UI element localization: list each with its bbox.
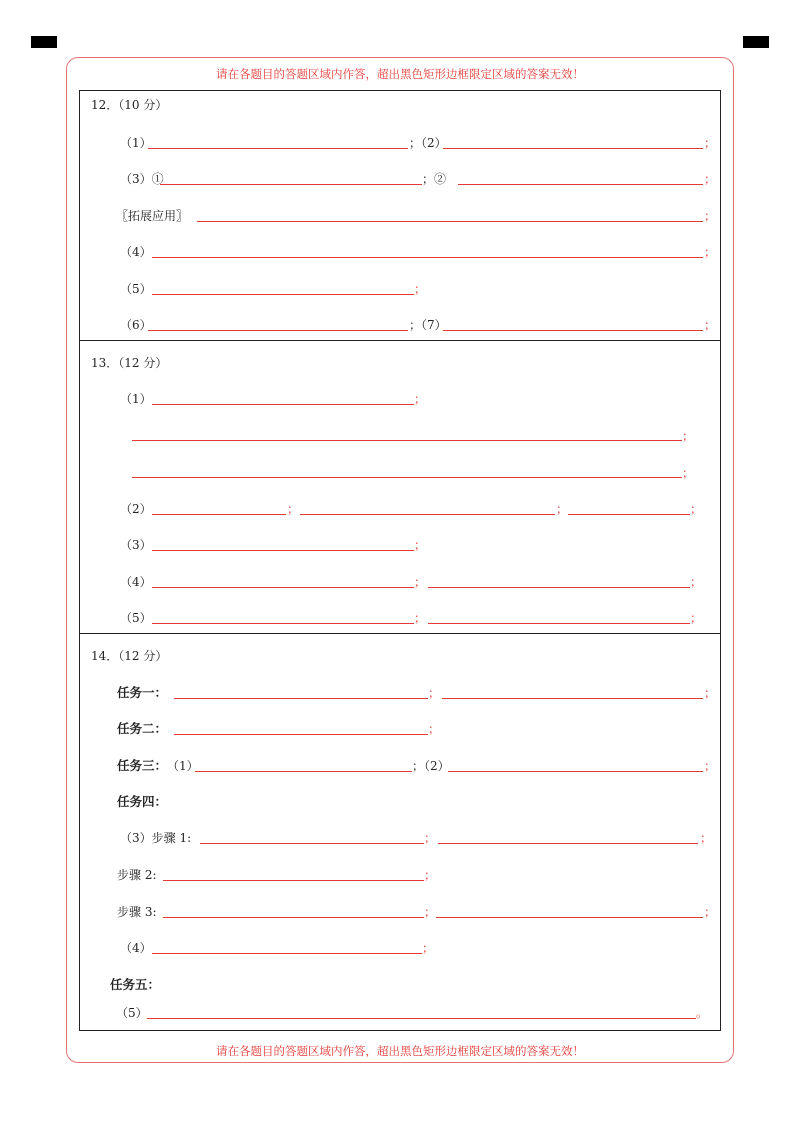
answer-line[interactable] [443,148,703,149]
semicolon: ； [428,722,441,736]
answer-line[interactable] [152,623,414,624]
notice-top: 请在各题目的答题区域内作答，超出黑色矩形边框限定区域的答案无效！ [216,67,584,81]
answer-line[interactable] [448,771,703,772]
semicolon: ； [428,686,441,700]
answer-line[interactable] [458,184,703,185]
answer-line[interactable] [152,587,414,588]
semicolon: ； [704,686,717,700]
q12-label-7: ；（7） [409,318,447,332]
semicolon: ； [704,905,717,919]
alignment-marker-right [743,36,769,48]
alignment-marker-left [31,36,57,48]
task-3-sub-2: ；（2） [412,759,450,773]
q13-header: 13．（12 分） [91,356,168,370]
q13-label-3: （3） [120,538,152,552]
answer-line[interactable] [442,698,703,699]
semicolon: ； [690,502,703,516]
answer-line[interactable] [148,330,408,331]
semicolon: ； [704,318,717,332]
semicolon: ； [414,575,427,589]
answer-line[interactable] [428,623,690,624]
q14-header: 14．（12 分） [91,649,168,663]
q12-label-3: （3）① [120,172,164,186]
answer-line[interactable] [152,294,414,295]
q12-label-4: （4） [120,245,152,259]
semicolon: ； [422,941,435,955]
semicolon: ； [700,831,713,845]
task-2-label: 任务二： [117,721,168,736]
semicolon: ； [556,502,569,516]
q13-label-2: （2） [120,502,152,516]
answer-line[interactable] [132,440,682,441]
q14-label-4: （4） [120,941,152,955]
answer-line[interactable] [200,843,424,844]
answer-line[interactable] [163,880,424,881]
answer-line[interactable] [152,514,286,515]
task-1-label: 任务一： [117,685,168,700]
step-3-label: 步骤 3: [117,905,157,919]
q12-label-ext: 〖拓展应用〗 [116,209,189,223]
semicolon: ； [690,575,703,589]
q14-label-5: （5） [116,1006,148,1020]
semicolon: ； [287,502,300,516]
step-1-label: （3）步骤 1: [120,831,192,845]
semicolon: ； [424,831,437,845]
task-3-sub-1: （1） [167,759,199,773]
question-13-box [79,340,721,634]
q13-label-5: （5） [120,611,152,625]
semicolon: ； [704,245,717,259]
semicolon: ； [414,611,427,625]
answer-line[interactable] [160,184,422,185]
semicolon: ； [414,392,427,406]
answer-line[interactable] [300,514,555,515]
q12-label-1: （1） [120,136,152,150]
answer-line[interactable] [195,771,412,772]
semicolon: ； [704,172,717,186]
q12-label-5: （5） [120,282,152,296]
answer-line[interactable] [152,953,422,954]
answer-line[interactable] [436,917,703,918]
answer-line[interactable] [428,587,690,588]
answer-line[interactable] [174,734,428,735]
task-3-label: 任务三： [117,758,168,773]
semicolon: ； [682,429,695,443]
answer-line[interactable] [152,257,703,258]
semicolon: ； [424,868,437,882]
step-2-label: 步骤 2: [117,868,157,882]
semicolon: ； [704,759,717,773]
semicolon: ； [682,466,695,480]
answer-line[interactable] [163,917,424,918]
answer-line[interactable] [443,330,703,331]
q13-label-1: （1） [120,392,152,406]
task-4-label: 任务四： [117,794,168,809]
q12-header: 12．（10 分） [91,98,168,112]
answer-line[interactable] [568,514,690,515]
q12-label-3b: ；② [422,172,447,186]
semicolon: ； [690,611,703,625]
semicolon: ； [414,282,427,296]
answer-line[interactable] [197,221,703,222]
semicolon: ； [414,538,427,552]
answer-line[interactable] [132,477,682,478]
answer-line[interactable] [147,1018,696,1019]
q12-label-6: （6） [120,318,152,332]
semicolon: ； [424,905,437,919]
answer-line[interactable] [438,843,698,844]
q13-label-4: （4） [120,575,152,589]
task-5-label: 任务五： [110,977,161,992]
semicolon: ； [704,209,717,223]
answer-line[interactable] [148,148,408,149]
answer-line[interactable] [174,698,428,699]
notice-bottom: 请在各题目的答题区域内作答，超出黑色矩形边框限定区域的答案无效！ [216,1044,584,1058]
answer-line[interactable] [152,550,414,551]
period: 。 [696,1006,709,1020]
answer-line[interactable] [152,404,414,405]
semicolon: ； [704,136,717,150]
q12-label-2: ；（2） [409,136,447,150]
